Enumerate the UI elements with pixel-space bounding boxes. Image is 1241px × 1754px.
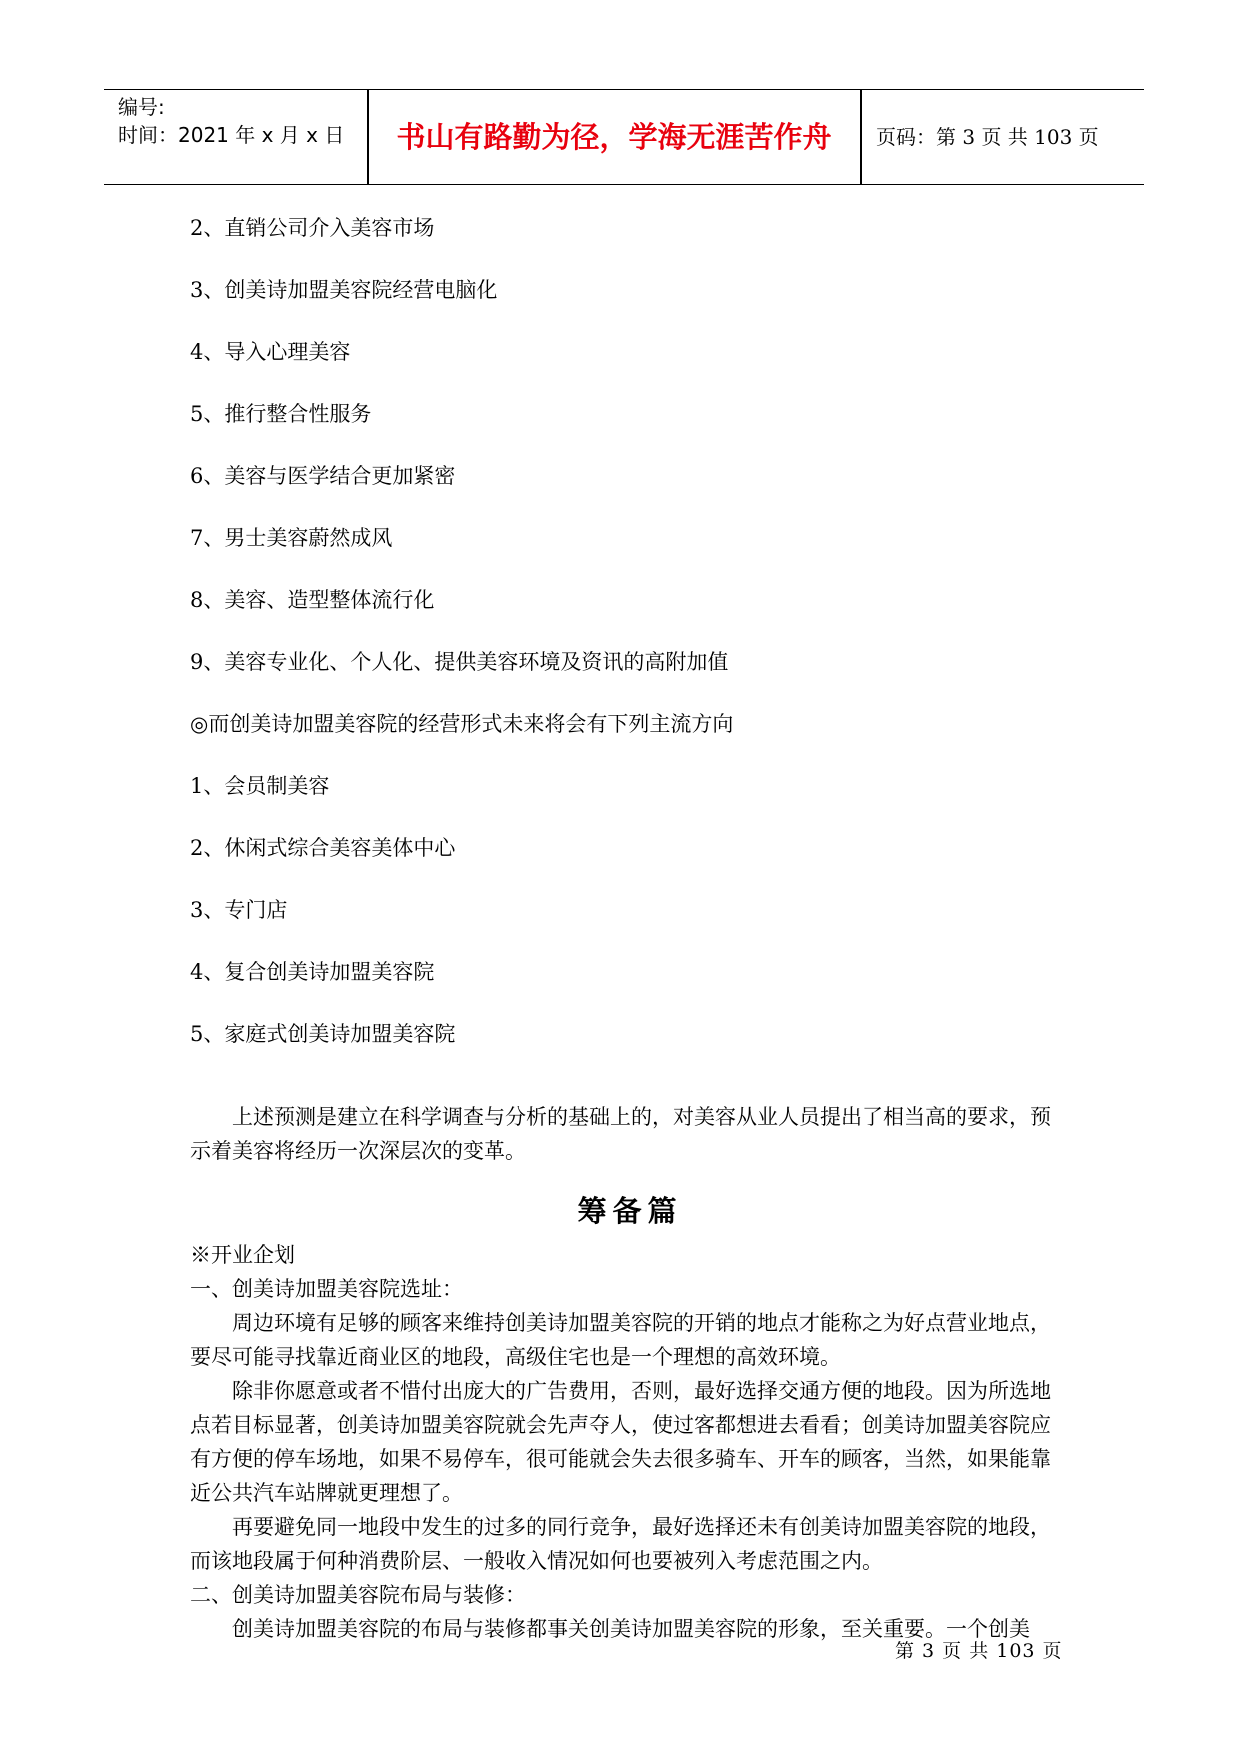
body-paragraph: 再要避免同一地段中发生的过多的同行竞争，最好选择还未有创美诗加盟美容院的地段，而该地段属于何种消费阶层、一般收入情况如何也要被列入考虑范围之内。 [190,1515,1051,1573]
list-item: 4、复合创美诗加盟美容院 [190,960,435,984]
list-item: 3、专门店 [190,898,288,922]
list-item: 7、男士美容蔚然成风 [190,526,393,550]
body-paragraph: 除非你愿意或者不惜付出庞大的广告费用，否则，最好选择交通方便的地段。因为所选地点若目标显著，创美诗加盟美容院就会先声夺人，使过客都想进去看看；创美诗加盟美容院应有方便的停车场地，如果不易停车，很可能就会失去很多骑车、开车的顾客，当然，如果能靠近公共汽车站牌就更理想了。 [190,1379,1051,1505]
page-header [104,89,1144,185]
list-item: 5、推行整合性服务 [190,402,372,426]
list-item: 9、美容专业化、个人化、提供美容环境及资讯的高附加值 [190,650,729,674]
section1-title: 一、创美诗加盟美容院选址： [190,1277,463,1301]
body-paragraph: 周边环境有足够的顾客来维持创美诗加盟美容院的开销的地点才能称之为好点营业地点，要尽可能寻找靠近商业区的地段，高级住宅也是一个理想的高效环境。 [190,1311,1051,1369]
list-item: 2、休闲式综合美容美体中心 [190,836,456,860]
list-item: 6、美容与医学结合更加紧密 [190,464,456,488]
list-intro: ◎而创美诗加盟美容院的经营形式未来将会有下列主流方向 [190,712,734,736]
list-item: 5、家庭式创美诗加盟美容院 [190,1022,456,1046]
subsection-title: ※开业企划 [190,1243,295,1267]
list-item: 1、会员制美容 [190,774,330,798]
list-item: 4、导入心理美容 [190,340,351,364]
summary-paragraph: 上述预测是建立在科学调查与分析的基础上的，对美容从业人员提出了相当高的要求，预示着美容将经历一次深层次的变革。 [190,1105,1051,1163]
list-item: 2、直销公司介入美容市场 [190,216,435,240]
body-paragraph: 创美诗加盟美容院的布局与装修都事关创美诗加盟美容院的形象，至关重要。一个创美 [232,1617,1030,1641]
list-item: 3、创美诗加盟美容院经营电脑化 [190,278,498,302]
time-label: 时间：2021 年 x 月 x 日 [118,123,345,147]
section-heading: 筹备篇 [577,1194,683,1228]
header-motto: 书山有路勤为径，学海无涯苦作舟 [396,120,832,154]
page-footer: 第 3 页 共 103 页 [895,1640,1063,1662]
section2-title: 二、创美诗加盟美容院布局与装修： [190,1583,526,1607]
header-divider [860,90,862,184]
list-item: 8、美容、造型整体流行化 [190,588,435,612]
header-meta [118,93,368,183]
number-label: 编号: [118,95,165,119]
document-body [190,208,1070,1646]
header-page-label: 页码：第 3 页 共 103 页 [876,125,1099,149]
